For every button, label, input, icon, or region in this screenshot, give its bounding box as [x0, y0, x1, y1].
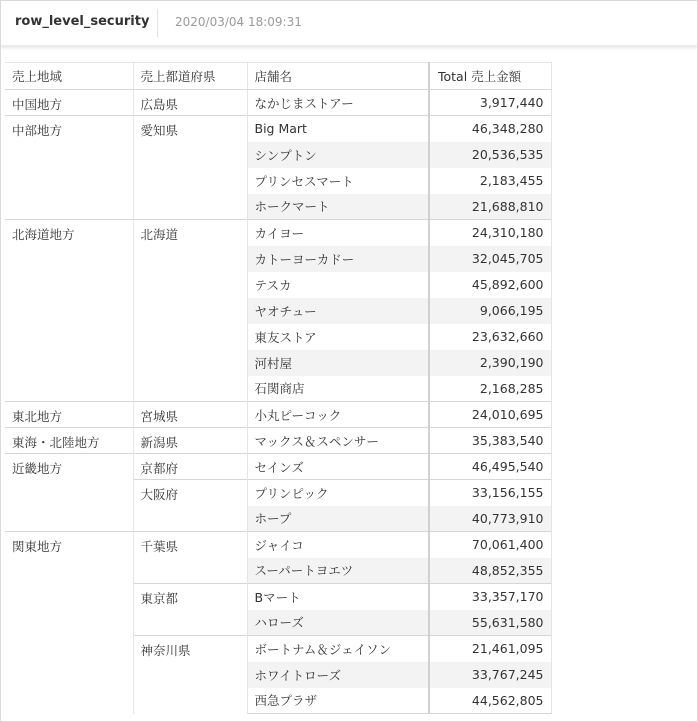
cell-store-name: ホープ	[247, 506, 429, 532]
report-timestamp: 2020/03/04 18:09:31	[175, 15, 302, 29]
table-body	[5, 90, 551, 714]
report-header	[1, 1, 697, 46]
cell-store-name: 石関商店	[247, 376, 429, 402]
cell-region: 中部地方	[5, 116, 133, 220]
cell-total-sales: 9,066,195	[429, 298, 551, 324]
cell-total-sales: 48,852,355	[429, 558, 551, 584]
cell-store-name: カイヨー	[247, 220, 429, 246]
cell-store-name: ハローズ	[247, 610, 429, 636]
cell-region: 東北地方	[5, 402, 133, 428]
cell-total-sales: 32,045,705	[429, 246, 551, 272]
cell-store-name: テスカ	[247, 272, 429, 298]
cell-total-sales: 3,917,440	[429, 90, 551, 116]
table-row	[5, 220, 551, 246]
cell-total-sales: 24,310,180	[429, 220, 551, 246]
report-title: row_level_security	[15, 14, 150, 29]
cell-total-sales: 2,183,455	[429, 168, 551, 194]
cell-prefecture: 広島県	[133, 90, 247, 116]
table-row	[5, 116, 551, 142]
cell-store-name: カトーヨーカドー	[247, 246, 429, 272]
cell-total-sales: 35,383,540	[429, 428, 551, 454]
cell-store-name: Big Mart	[247, 116, 429, 142]
cell-total-sales: 46,348,280	[429, 116, 551, 142]
cell-store-name: プリンピック	[247, 480, 429, 506]
cell-store-name: マックス＆スペンサー	[247, 428, 429, 454]
cell-total-sales: 21,461,095	[429, 636, 551, 662]
cell-region: 関東地方	[5, 532, 133, 714]
cell-prefecture: 北海道	[133, 220, 247, 402]
cell-store-name: なかじまストアー	[247, 90, 429, 116]
cell-store-name: 西急プラザ	[247, 688, 429, 714]
cell-prefecture: 宮城県	[133, 402, 247, 428]
cell-total-sales: 46,495,540	[429, 454, 551, 480]
cell-total-sales: 44,562,805	[429, 688, 551, 714]
cell-store-name: スーパートヨエツ	[247, 558, 429, 584]
table-row	[5, 454, 551, 480]
header-divider	[157, 9, 158, 37]
cell-store-name: プリンセスマート	[247, 168, 429, 194]
cell-prefecture: 千葉県	[133, 532, 247, 584]
sales-table	[5, 62, 552, 714]
cell-total-sales: 24,010,695	[429, 402, 551, 428]
cell-total-sales: 2,390,190	[429, 350, 551, 376]
cell-total-sales: 21,688,810	[429, 194, 551, 220]
cell-store-name: セインズ	[247, 454, 429, 480]
cell-region: 中国地方	[5, 90, 133, 116]
table-row	[5, 90, 551, 116]
cell-store-name: 東友ストア	[247, 324, 429, 350]
cell-total-sales: 20,536,535	[429, 142, 551, 168]
cell-prefecture: 神奈川県	[133, 636, 247, 714]
column-header-total-sales[interactable]: Total 売上金額	[429, 63, 551, 90]
cell-store-name: シンプトン	[247, 142, 429, 168]
cell-prefecture: 大阪府	[133, 480, 247, 532]
cell-prefecture: 京都府	[133, 454, 247, 480]
table-row	[5, 532, 551, 558]
table-header-row	[5, 63, 551, 90]
cell-total-sales: 23,632,660	[429, 324, 551, 350]
cell-total-sales: 33,357,170	[429, 584, 551, 610]
cell-store-name: 小丸ピーコック	[247, 402, 429, 428]
column-header-region[interactable]: 売上地域	[5, 63, 133, 90]
column-header-store[interactable]: 店舗名	[247, 63, 429, 90]
cell-store-name: Bマート	[247, 584, 429, 610]
cell-store-name: ヤオチュー	[247, 298, 429, 324]
cell-store-name: ジャイコ	[247, 532, 429, 558]
column-header-prefecture[interactable]: 売上都道府県	[133, 63, 247, 90]
cell-prefecture: 新潟県	[133, 428, 247, 454]
cell-total-sales: 2,168,285	[429, 376, 551, 402]
cell-total-sales: 40,773,910	[429, 506, 551, 532]
cell-store-name: 河村屋	[247, 350, 429, 376]
cell-prefecture: 東京都	[133, 584, 247, 636]
table-row	[5, 428, 551, 454]
cell-total-sales: 45,892,600	[429, 272, 551, 298]
cell-region: 近畿地方	[5, 454, 133, 532]
cell-store-name: ホークマート	[247, 194, 429, 220]
cell-store-name: ボートナム＆ジェイソン	[247, 636, 429, 662]
cell-region: 東海・北陸地方	[5, 428, 133, 454]
cell-total-sales: 55,631,580	[429, 610, 551, 636]
cell-prefecture: 愛知県	[133, 116, 247, 220]
cell-total-sales: 33,767,245	[429, 662, 551, 688]
cell-store-name: ホワイトローズ	[247, 662, 429, 688]
table-row	[5, 402, 551, 428]
cell-region: 北海道地方	[5, 220, 133, 402]
cell-total-sales: 70,061,400	[429, 532, 551, 558]
sales-table-container[interactable]	[5, 62, 551, 714]
cell-total-sales: 33,156,155	[429, 480, 551, 506]
